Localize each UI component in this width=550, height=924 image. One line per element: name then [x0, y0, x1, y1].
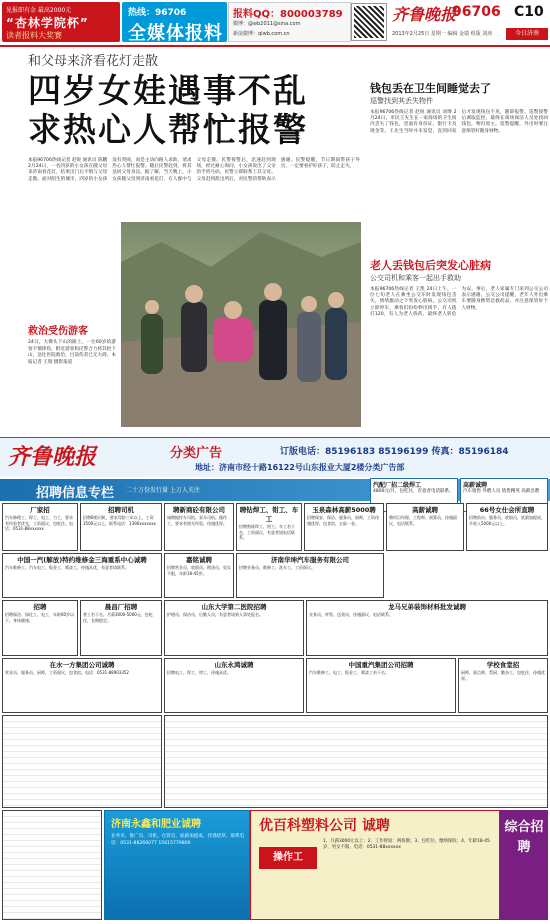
lead-kicker: 和父母来济看花灯走散	[28, 54, 159, 69]
classified-ad-title: 聘新商砼有限公司	[173, 506, 225, 514]
classifieds-brand: 齐鲁晚报	[8, 444, 97, 470]
photo-illustration	[121, 222, 361, 427]
promo-sub: 读者报料大奖赛	[6, 31, 62, 40]
classified-ad-title: 高薪诚聘	[412, 506, 438, 514]
classified-ad-block[interactable]	[164, 715, 548, 808]
story1-headline: 钱包丢在卫生间睡觉去了	[370, 82, 491, 95]
classified-ad[interactable]	[386, 503, 464, 551]
story1-subhead: 巡警找到其丢失物件	[370, 97, 433, 105]
classified-ad-body: 聘项目经理、工程师、预算员，待遇面议，电话联系。	[389, 515, 457, 526]
classified-ad-body: 招聘业务员、维修工、洗车工，工资面议。	[239, 565, 315, 570]
classified-ad-body: 招聘电工、焊工、钳工，待遇从优。	[167, 670, 231, 675]
tip-qq: 报料QQ：800003789	[233, 9, 343, 20]
classified-ad[interactable]	[80, 600, 162, 656]
classified-ad-title: 在水一方集团公司诚聘	[49, 661, 115, 669]
paper-phone: 96706	[452, 4, 501, 20]
classified-ad-body: 汽车修理工、焊工、电工、力工，要求有经验者优先，工资面议，包吃住。电话：0531-88xxxxxx	[5, 515, 73, 532]
ad-plastics-title: 优百科塑料公司 诚聘	[259, 818, 390, 834]
classified-ad-title: 中国一汽(解放)特约维修金三海重系中心诚聘	[17, 556, 147, 564]
classified-ad-body: 营业员、服务员、厨师，工资面议，包食宿。电话：0531-88903352	[5, 670, 129, 675]
classified-ad[interactable]	[164, 553, 234, 598]
classified-ad[interactable]	[236, 553, 384, 598]
section-badge: 今日济南	[506, 28, 548, 40]
tip-web: 新浪微博：qlwb.com.cn	[233, 31, 290, 37]
classified-ad[interactable]	[2, 600, 78, 656]
lead-headline-1: 四岁女娃遇事不乱	[28, 71, 308, 110]
ad-fertilizer-title: 济南永鑫和肥业诚聘	[111, 819, 201, 830]
news-photo	[121, 222, 361, 427]
header-rule	[0, 45, 550, 47]
classified-ad[interactable]	[466, 503, 548, 551]
classified-ad-block[interactable]	[2, 715, 162, 808]
ad-plastics-body: 1、月薪3000元以上；2、工作时间：两班倒；3、包吃住，缴纳保险；4、年龄18-45岁，男女不限。电话：0531-88xxxxxx	[323, 839, 490, 851]
tip-box	[228, 2, 351, 42]
ad-plastics-role: 操作工	[259, 847, 317, 869]
ad-welder-title: 汽配厂招二级焊工	[373, 482, 422, 489]
recruit-bar-sub: 二十万份发行量 上万人关注	[126, 487, 200, 494]
classified-ad-title: 嘉铭诚聘	[186, 556, 212, 564]
dateline: 2013年2月25日 星期一 编辑 金瑞 组版 刘涛	[392, 31, 493, 37]
classifieds-address: 地址：济南市经十路16122号山东报业大厦2楼分类广告部	[195, 463, 405, 472]
story2-subhead: 公交司机和乘客一起出手救助	[370, 274, 461, 282]
classified-ad[interactable]	[2, 503, 78, 551]
promo-line1: 见报即有金 最高2000元	[6, 7, 72, 14]
classified-ad-body: 招聘保洁、绿化工、电工，年龄60岁以下，身体健康。	[5, 612, 75, 623]
ad-highpay-title: 高薪诚聘	[463, 482, 488, 489]
classified-ad-title: 玉泉森林高薪5000聘	[312, 506, 376, 514]
story2-body: 本报96706热线记者 王凯 24日上午，一位七旬老人在乘坐公交车时发现钱包丢失，情绪激动之下突发心脏病。公交司机立即停车，乘客们纷纷伸出援手，有人拨打120，有人为老人找药，最终老人转危为安。事后，老人家属专门来到公交公司表示感谢。公交公司提醒，老年人外出乘车要随身携带急救药品，并注意保管好个人财物。	[370, 287, 548, 317]
qr-code-icon	[352, 4, 386, 40]
classified-ad[interactable]	[304, 503, 384, 551]
recruit-bar-title: 招聘信息专栏	[36, 486, 115, 501]
classified-ad-body: 普工若干名，月薪3000-5000元，包吃住，长期稳定。	[83, 612, 153, 623]
story2-headline: 老人丢钱包后突发心脏病	[370, 259, 491, 272]
classified-ad-title: 晨昌厂招聘	[104, 603, 138, 611]
classified-ad-body: 招聘熟练焊工、钳工、车工若干名，工资面议，有意者请电话联系。	[239, 524, 295, 541]
classified-ad-body: 招聘保安、保洁、服务员、厨师，工资待遇优厚，包食宿，五险一金。	[307, 515, 379, 526]
classified-ad-body: 招聘营业员、收银员、理货员，男女不限，年龄18-45岁。	[167, 565, 231, 576]
classified-ad[interactable]	[2, 553, 162, 598]
hotline-box	[122, 2, 227, 42]
photo-caption-body: 24日，大佛头下山的路上，一位60岁的游客不慎摔伤，附近游客和民警合力将其抬下山，送往医院救治，目前伤者已无大碍。本报记者 王瑞 摄影报道	[28, 340, 116, 365]
ad-welder-body: 4800元/月，包吃住，有意者电话联系。	[373, 489, 454, 494]
classified-ad[interactable]	[164, 503, 234, 551]
lead-body: 本报96706热线记者 赵锐 通讯员 陈鹏 2月24日，一名四岁的小女孩在随父母来济南看花灯，结果出门后不慎与父母走散。面对陌生的城市，四岁的小女孩没有哭闹，而是主动向路人求助，请求热心人帮忙报警。随后民警赶到，将其送回父母身边。据了解，当天晚上，小女孩随父母到济南看花灯，在人群中与父母走散。民警接警后，迅速赶到现场，经过耐心询问，小女孩说出了父亲的手机号码，民警立即联系上其父母。父母赶到派出所后，对民警的帮助表示感谢。民警提醒，节日期间带孩子外出，一定要看护好孩子，防止走失。	[28, 158, 360, 182]
page-number: C10	[514, 4, 544, 20]
classified-ad-body: 招聘B照司机，要求驾龄三年以上，工资3500元以上，联系电话：1396xxxxxxx	[83, 515, 156, 526]
classified-ad[interactable]	[164, 600, 304, 656]
classified-ad[interactable]	[458, 658, 548, 713]
ad-fertilizer-body: 业务员、推广员、司机、仓管员，底薪加提成，待遇优厚，联系电话：0531-88266077 15615779806	[111, 834, 245, 846]
classified-ad-title: 济南华坤汽车服务有限公司	[271, 556, 349, 564]
promo-title: “杏林学院杯”	[6, 16, 89, 30]
classified-ad-title: 山东永鸿诚聘	[214, 661, 254, 669]
classified-ad-body: 汽车维修工、汽车电工、钣金工、喷漆工，待遇从优，有意者请联系。	[5, 565, 129, 570]
ad-general[interactable]	[500, 810, 548, 920]
classified-ad-title: 厂家招	[30, 506, 50, 514]
story1-body: 本报96706热线记者 赵锐 通讯员 刘博 2月24日，市民王先生在一家商场的卫生间内丢失了钱包，里面有身份证、银行卡及现金等。王先生当时并未发觉，直到回家后才发现钱包不见，随即报警。巡警接警后调取监控，最终在商场保洁人员处找回钱包，物归原主。巡警提醒，外出时要注意保管好随身财物。	[370, 110, 548, 134]
masthead	[392, 2, 548, 28]
paper-logo: 齐鲁晚报	[392, 5, 457, 24]
classified-ad[interactable]	[80, 503, 162, 551]
classified-ad-title: 66号女仕会所直聘	[479, 506, 535, 514]
classified-ad[interactable]	[236, 503, 302, 551]
ad-fertilizer[interactable]	[104, 810, 250, 920]
hotline-brand: 全媒体报料	[128, 23, 223, 44]
promo-banner[interactable]	[2, 2, 120, 42]
hotline-label: 热线：96706	[128, 8, 187, 18]
classified-ad-title: 招聘	[33, 603, 47, 611]
classified-ad-title: 学校食堂招	[486, 661, 520, 669]
classified-ad-body: 业务员、库管、送货员，待遇面议，电话联系。	[309, 612, 393, 617]
classified-ad[interactable]	[2, 658, 162, 713]
classified-ad[interactable]	[306, 658, 456, 713]
ad-general-title: 综合招聘	[504, 820, 544, 855]
classified-ad-title: 招聘司机	[108, 506, 134, 514]
tip-weibo: 微博：@wb2011@sina.com	[233, 21, 301, 27]
lead-headline-2: 求热心人帮忙报警	[28, 110, 308, 149]
classifieds-phones: 订版电话：85196183 85196199 传真：85196184	[280, 447, 509, 457]
classified-ad-title: 中国重汽集团公司招聘	[348, 661, 414, 669]
photo-caption-title: 救治受伤游客	[28, 326, 88, 337]
classified-ad[interactable]	[306, 600, 548, 656]
classified-ad-body: 汽车维修工、电工、钣金工、喷漆工若干名。	[309, 670, 389, 675]
classified-ad-title: 龙马兄弟装饰材料批发诚聘	[388, 603, 466, 611]
classified-ad[interactable]	[164, 658, 304, 713]
classified-ad-block[interactable]	[2, 810, 102, 920]
classified-ad-body: 厨师、面点师、帮厨、勤杂工，包吃住，待遇优厚。	[461, 670, 545, 681]
ad-highpay-body: 汽车销售 外聘人员 销售精英 高薪急聘	[463, 489, 540, 494]
classified-ad-title: 聘钻焊工、钳工、车工	[239, 506, 299, 523]
classified-ad-body: 护理员、保洁员、后勤人员，有意者请到人事处报名。	[167, 612, 263, 617]
classified-ad-body: 诚聘搅拌车司机、泵车司机、操作工，要求有相关经验，待遇优厚。	[167, 515, 227, 526]
classifieds-title: 分类广告	[170, 446, 223, 461]
ad-plastics[interactable]	[250, 810, 500, 920]
classified-ad-body: 招聘前台、服务员、收银员，底薪加提成，月收入5000元以上。	[469, 515, 545, 526]
classified-ad-title: 山东大学第二医院招聘	[201, 603, 267, 611]
